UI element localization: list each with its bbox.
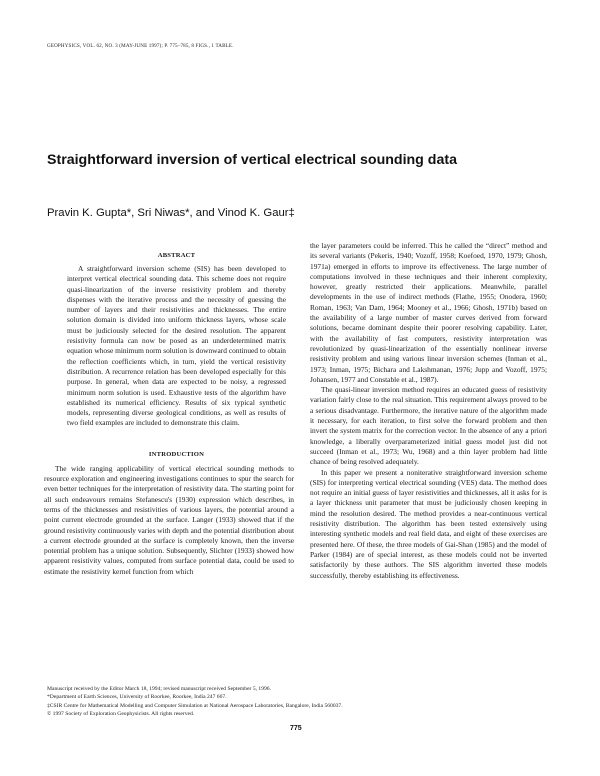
abstract-heading: ABSTRACT xyxy=(157,252,196,259)
paper-title: Straightforward inversion of vertical electrical sounding data xyxy=(47,152,457,168)
left-column xyxy=(44,252,295,577)
introduction-paragraph: The quasi-linear inversion method requires an educated guess of resistivity variation fairly close to the real situation. This requirement always proved to be a serious disadvantage. Furthermore, the iterative nature of the algorithm made it necessary, for each iteration, to first solve the forward problem and then invert the system matrix for the correction vector. In the absence of any a priori knowledge, a liberally overparameterized initial guess model just did not succeed (Inman et al., 1973; Wu, 1968) and a thin layer problem had little chance of being resolved adequately. xyxy=(310,385,547,467)
author-list: Pravin K. Gupta*, Sri Niwas*, and Vinod K. Gaur‡ xyxy=(47,207,295,219)
page-number: 775 xyxy=(290,725,302,732)
introduction-paragraph: the layer parameters could be inferred. This he called the “direct” method and its several variants (Pekeris, 1940; Vozoff, 1958; Koefoed, 1970, 1979; Ghosh, 1971a) emerged in efforts to improve its effectiveness. The large number of computations involved in these techniques and their inherent complexity, however, greatly restricted their applications. Meanwhile, parallel developments in the use of indirect methods (Flathe, 1955; Onodera, 1960; Roman, 1963; Van Dam, 1964; Mooney et al., 1966; Ghosh, 1971b) based on the availability of a large number of master curves derived from forward solutions, became dominant despite their poorer resolving capability. Later, with the availability of fast computers, resistivity interpretation was revolutionized by quasi-linearization of the essentially nonlinear inverse resistivity problem and using various linear inversion schemes (Inman et al., 1973; Inman, 1975; Bichara and Lakshmanan, 1976; Jupp and Vozoff, 1975; Johansen, 1977 and Constable et al., 1987). xyxy=(310,241,547,384)
abstract-body xyxy=(67,264,286,429)
introduction-paragraph: In this paper we present a noniterative straightforward inversion scheme (SIS) for interpreting vertical electrical sounding (VES) data. The method does not require an initial guess of layer resistivities and thicknesses, all it asks for is a layer thickness unit parameter that must be judiciously chosen keeping in mind the resolution desired. The method provides a near-continuous vertical resistivity distribution. The algorithm has been tested extensively using interesting synthetic models and real field data, and eight of these exercises are presented here. Of these, the three models of Gai-Shan (1985) and the model of Parker (1984) are of special interest, as these models could not be inverted satisfactorily by these authors. The SIS algorithm inverted these models successfully, thereby establishing its effectiveness. xyxy=(310,467,547,580)
footnote-copyright: © 1997 Society of Exploration Geophysicists. All rights reserved. xyxy=(47,710,195,717)
right-column xyxy=(310,241,547,581)
introduction-body-left xyxy=(44,464,294,577)
footnote-affiliation-roorkee: *Department of Earth Sciences, University of Roorkee, Roorkee, India 247 667. xyxy=(47,694,227,701)
introduction-heading: INTRODUCTION xyxy=(148,450,205,458)
abstract-paragraph: A straightforward inversion scheme (SIS) has been developed to interpret vertical electrical sounding data. This scheme does not require quasi-linearization of the inverse resistivity problem and thereby dispenses with the iterative process and the necessity of guessing the number of layers and their resistivities and thicknesses. The entire solution domain is divided into uniform thickness layers, whose scale must be judiciously selected for the desired resolution. The apparent resistivity formula can now be posed as an underdetermined matrix equation whose minimum norm solution is downward continued to obtain the reflection coefficients which, in turn, yield the vertical resistivity distribution. A recurrence relation has been developed especially for this purpose. In general, when data are expected to be noisy, a regressed minimum norm solution is used. Exhaustive tests of the algorithm have established its numerical efficiency. Results of six typical synthetic models, representing diverse geological conditions, as well as results of two field examples are included to demonstrate this claim. xyxy=(67,264,286,428)
footnotes xyxy=(47,685,557,718)
footnote-affiliation-csir: ‡CSIR Centre for Mathematical Modelling and Computer Simulation at National Aerospace Laboratories, Bangalore, India 560037. xyxy=(47,702,343,709)
footnote-manuscript: Manuscript received by the Editor March 18, 1994; revised manuscript received September 5, 1996. xyxy=(47,686,271,692)
journal-header: GEOPHYSICS, VOL. 62, NO. 3 (MAY-JUNE 1997); P. 775–785, 8 FIGS., 1 TABLE. xyxy=(47,43,234,49)
introduction-paragraph: The wide ranging applicability of vertical electrical sounding methods to resource exploration and engineering investigations continues to spur the search for even better techniques for the interpretation of resistivity data. The starting point for all such endeavours remains Stefanescu's (1930) expression which describes, in terms of the thicknesses and resistivities of various layers, the potential around a point current electrode grounded at the surface. Langer (1933) showed that if the ground resistivity continuously varies with depth and the potential distribution about a current electrode grounded at the surface is completely known, then the inverse potential problem has a unique solution. Subsequently, Slichter (1933) showed how apparent resistivity values, computed from surface potential data, could be used to estimate the resistivity kernel function from which xyxy=(44,463,295,576)
